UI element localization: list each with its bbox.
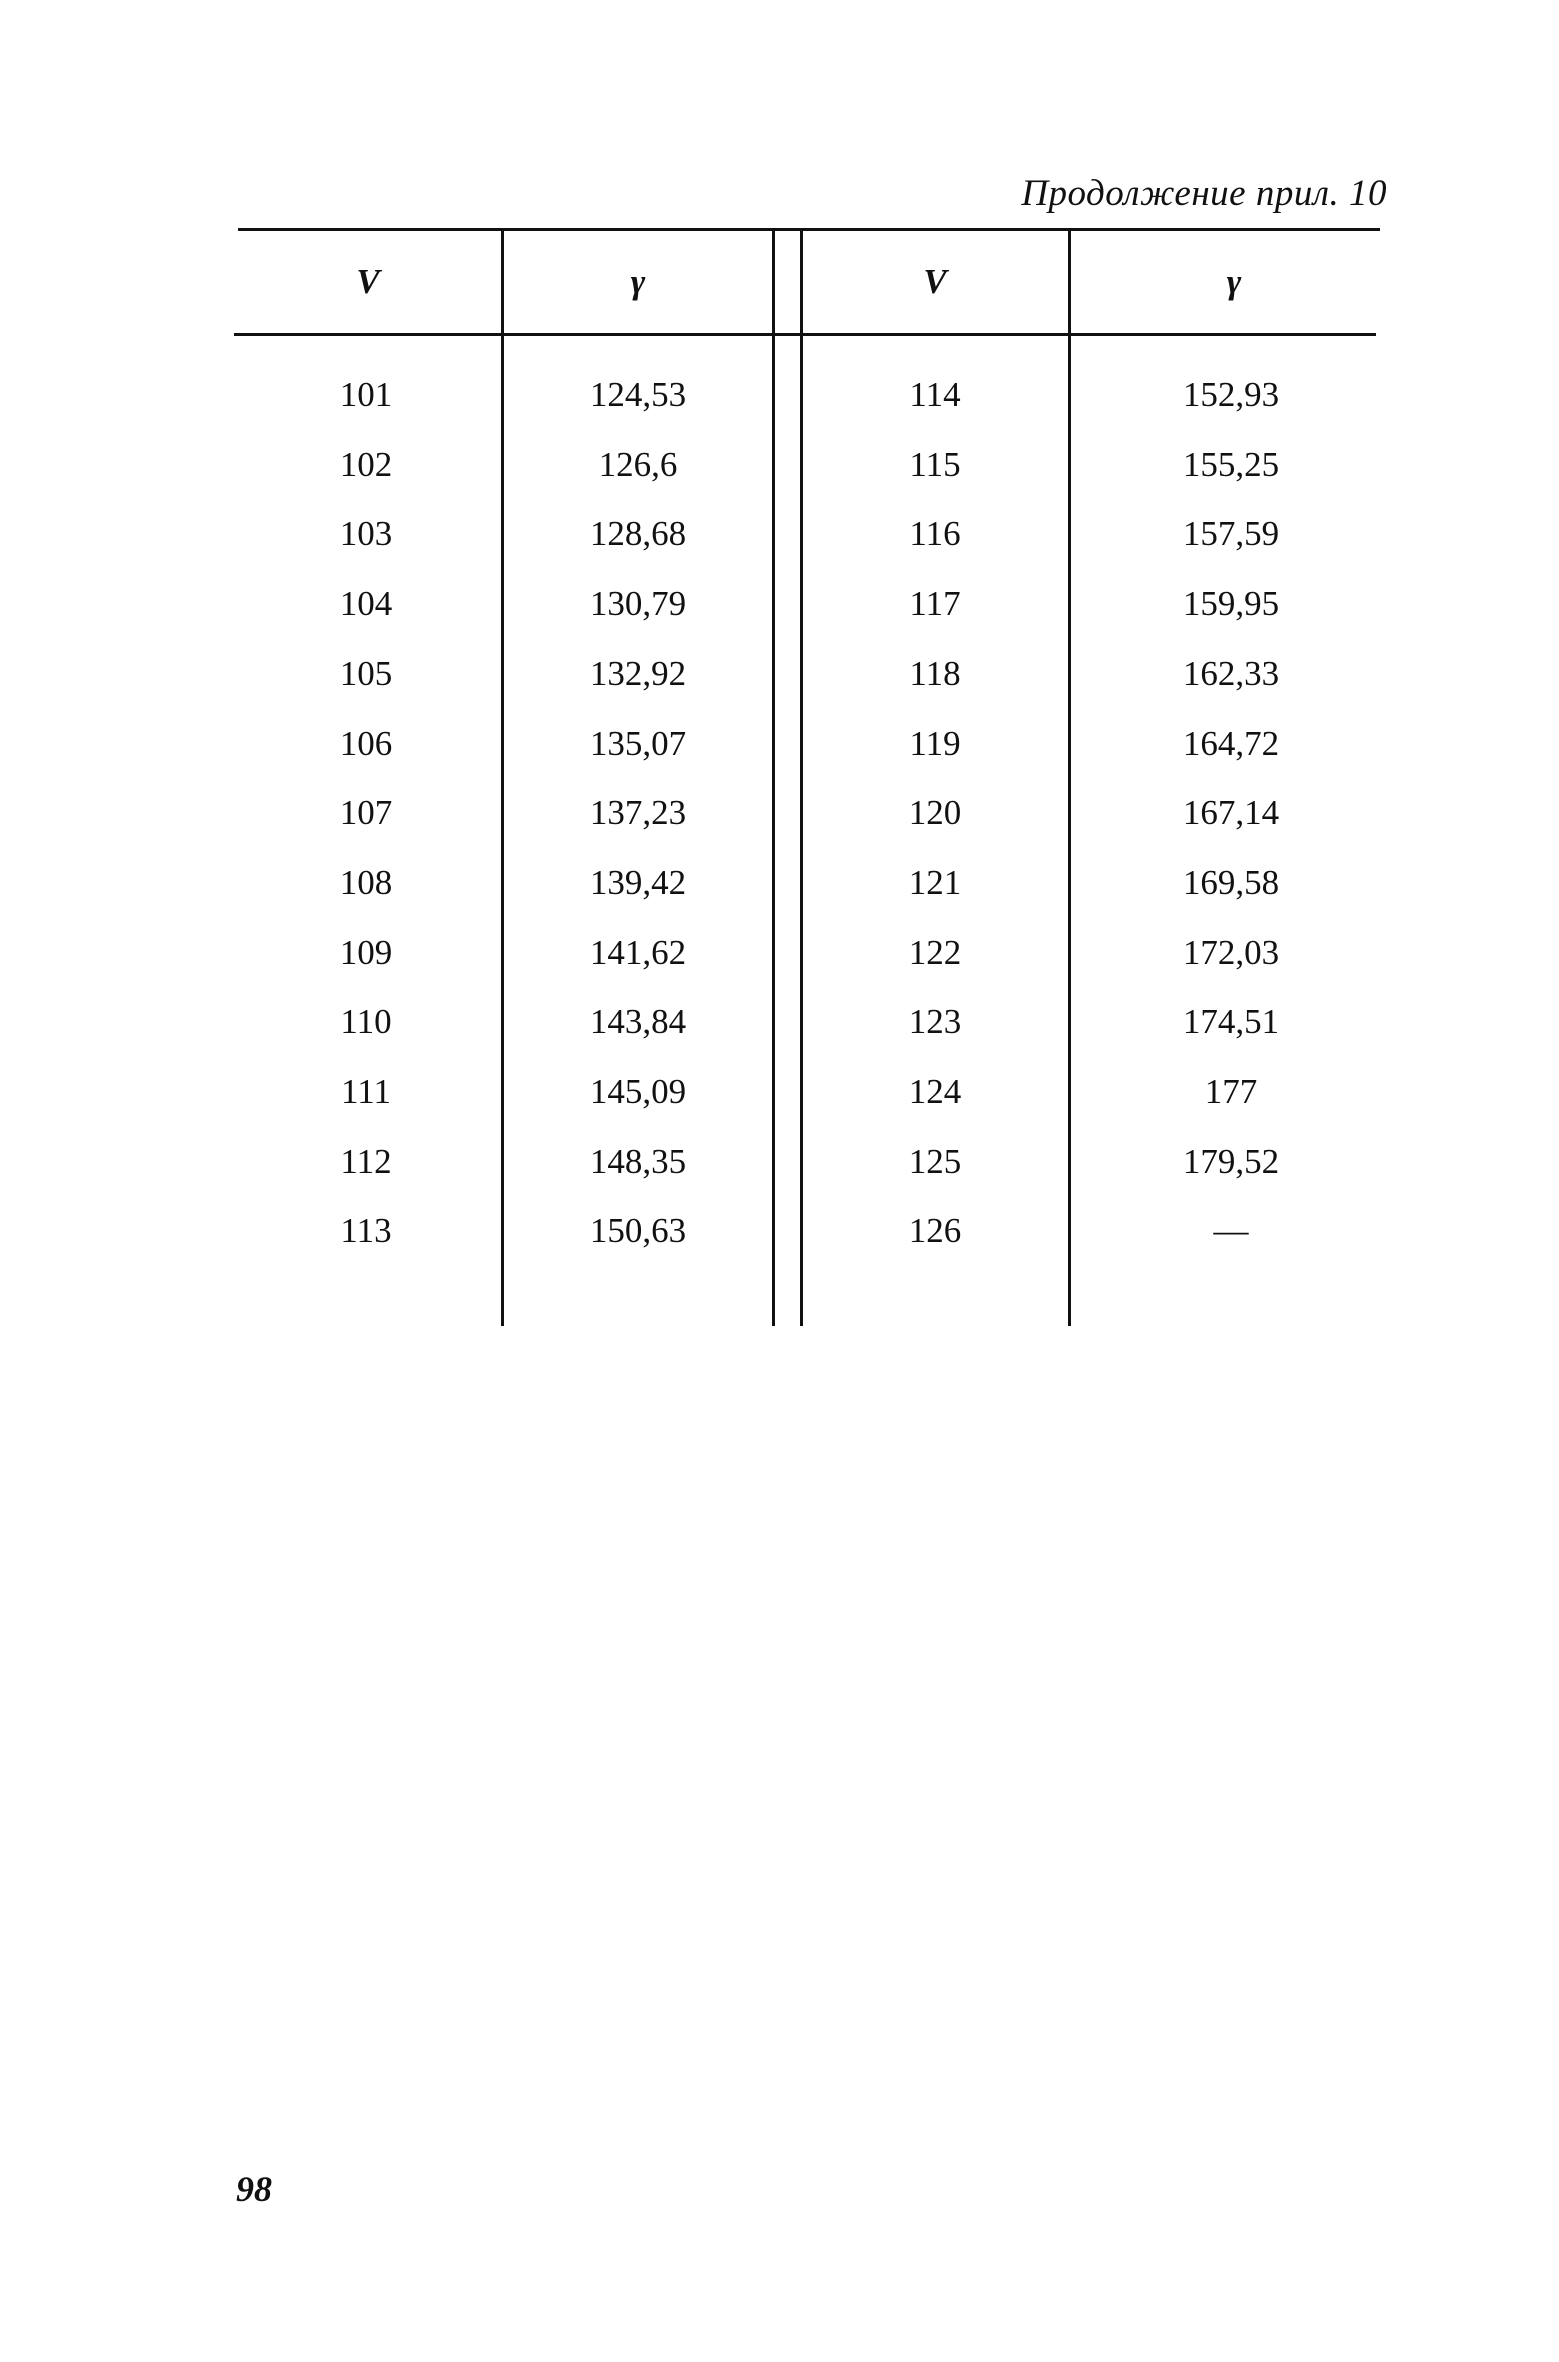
cell-v-left: 106 xyxy=(339,723,393,763)
cell-gamma-right: 152,93 xyxy=(1182,375,1280,414)
cell-gamma-left: 143,84 xyxy=(589,1002,687,1042)
cell-v-left: 108 xyxy=(339,862,393,902)
cell-v-left: 111 xyxy=(341,1072,391,1111)
column-divider-double-b xyxy=(800,228,803,1326)
cell-gamma-left: 145,09 xyxy=(589,1072,687,1111)
header-gamma-left: γ xyxy=(630,262,646,301)
cell-v-right: 116 xyxy=(909,514,961,554)
cell-v-right: 123 xyxy=(908,1002,962,1042)
cell-v-left: 113 xyxy=(340,1211,392,1251)
header-v-right: V xyxy=(923,262,947,301)
cell-v-left: 101 xyxy=(339,375,393,414)
cell-v-right: 115 xyxy=(909,444,961,484)
cell-gamma-right: 169,58 xyxy=(1182,862,1280,902)
cell-v-right: 119 xyxy=(909,723,961,763)
cell-v-right: 114 xyxy=(909,375,961,414)
cell-v-right: 121 xyxy=(908,862,962,902)
cell-v-left: 104 xyxy=(339,584,393,624)
header-v-left: V xyxy=(356,262,380,301)
header-gamma-right: γ xyxy=(1226,262,1242,301)
cell-v-right: 126 xyxy=(908,1211,962,1251)
cell-gamma-left: 148,35 xyxy=(589,1141,687,1181)
cell-gamma-right: 179,52 xyxy=(1182,1141,1280,1181)
cell-gamma-right: 174,51 xyxy=(1182,1002,1280,1042)
cell-v-left: 102 xyxy=(339,444,393,484)
cell-gamma-right: 164,72 xyxy=(1182,723,1280,763)
cell-gamma-left: 141,62 xyxy=(589,932,687,972)
data-table xyxy=(238,220,1380,1326)
cell-gamma-left: 126,6 xyxy=(598,444,678,484)
cell-gamma-right: 157,59 xyxy=(1182,514,1280,554)
cell-gamma-left: 139,42 xyxy=(589,862,687,902)
table-caption: Продолжение прил. 10 xyxy=(1021,173,1387,214)
page-number: 98 xyxy=(236,2169,272,2209)
cell-v-left: 105 xyxy=(339,653,393,693)
cell-gamma-left: 137,23 xyxy=(589,793,687,833)
cell-v-left: 109 xyxy=(339,932,393,972)
table-top-rule xyxy=(238,228,1380,231)
cell-v-right: 125 xyxy=(908,1141,962,1181)
cell-gamma-right: 172,03 xyxy=(1182,932,1280,972)
cell-gamma-right: 159,95 xyxy=(1182,584,1280,624)
cell-gamma-left: 135,07 xyxy=(589,723,687,763)
cell-v-right: 118 xyxy=(909,653,961,693)
column-divider xyxy=(1068,228,1071,1326)
cell-v-right: 120 xyxy=(908,793,962,833)
cell-gamma-left: 150,63 xyxy=(589,1211,687,1251)
cell-gamma-right: 155,25 xyxy=(1182,444,1280,484)
column-divider xyxy=(501,228,504,1326)
cell-v-left: 107 xyxy=(339,793,393,833)
cell-v-left: 110 xyxy=(340,1002,392,1042)
cell-gamma-right: — xyxy=(1213,1211,1249,1251)
cell-gamma-right: 177 xyxy=(1204,1072,1258,1111)
column-divider-double-a xyxy=(772,228,775,1326)
cell-v-right: 122 xyxy=(908,932,962,972)
cell-gamma-left: 132,92 xyxy=(589,653,687,693)
cell-gamma-right: 167,14 xyxy=(1182,793,1280,833)
cell-gamma-left: 128,68 xyxy=(589,514,687,554)
cell-v-right: 117 xyxy=(909,584,961,624)
cell-v-left: 112 xyxy=(340,1141,392,1181)
cell-v-right: 124 xyxy=(908,1072,962,1111)
cell-gamma-right: 162,33 xyxy=(1182,653,1280,693)
cell-gamma-left: 124,53 xyxy=(589,375,687,414)
cell-gamma-left: 130,79 xyxy=(589,584,687,624)
table-header-rule xyxy=(234,333,1376,336)
cell-v-left: 103 xyxy=(339,514,393,554)
